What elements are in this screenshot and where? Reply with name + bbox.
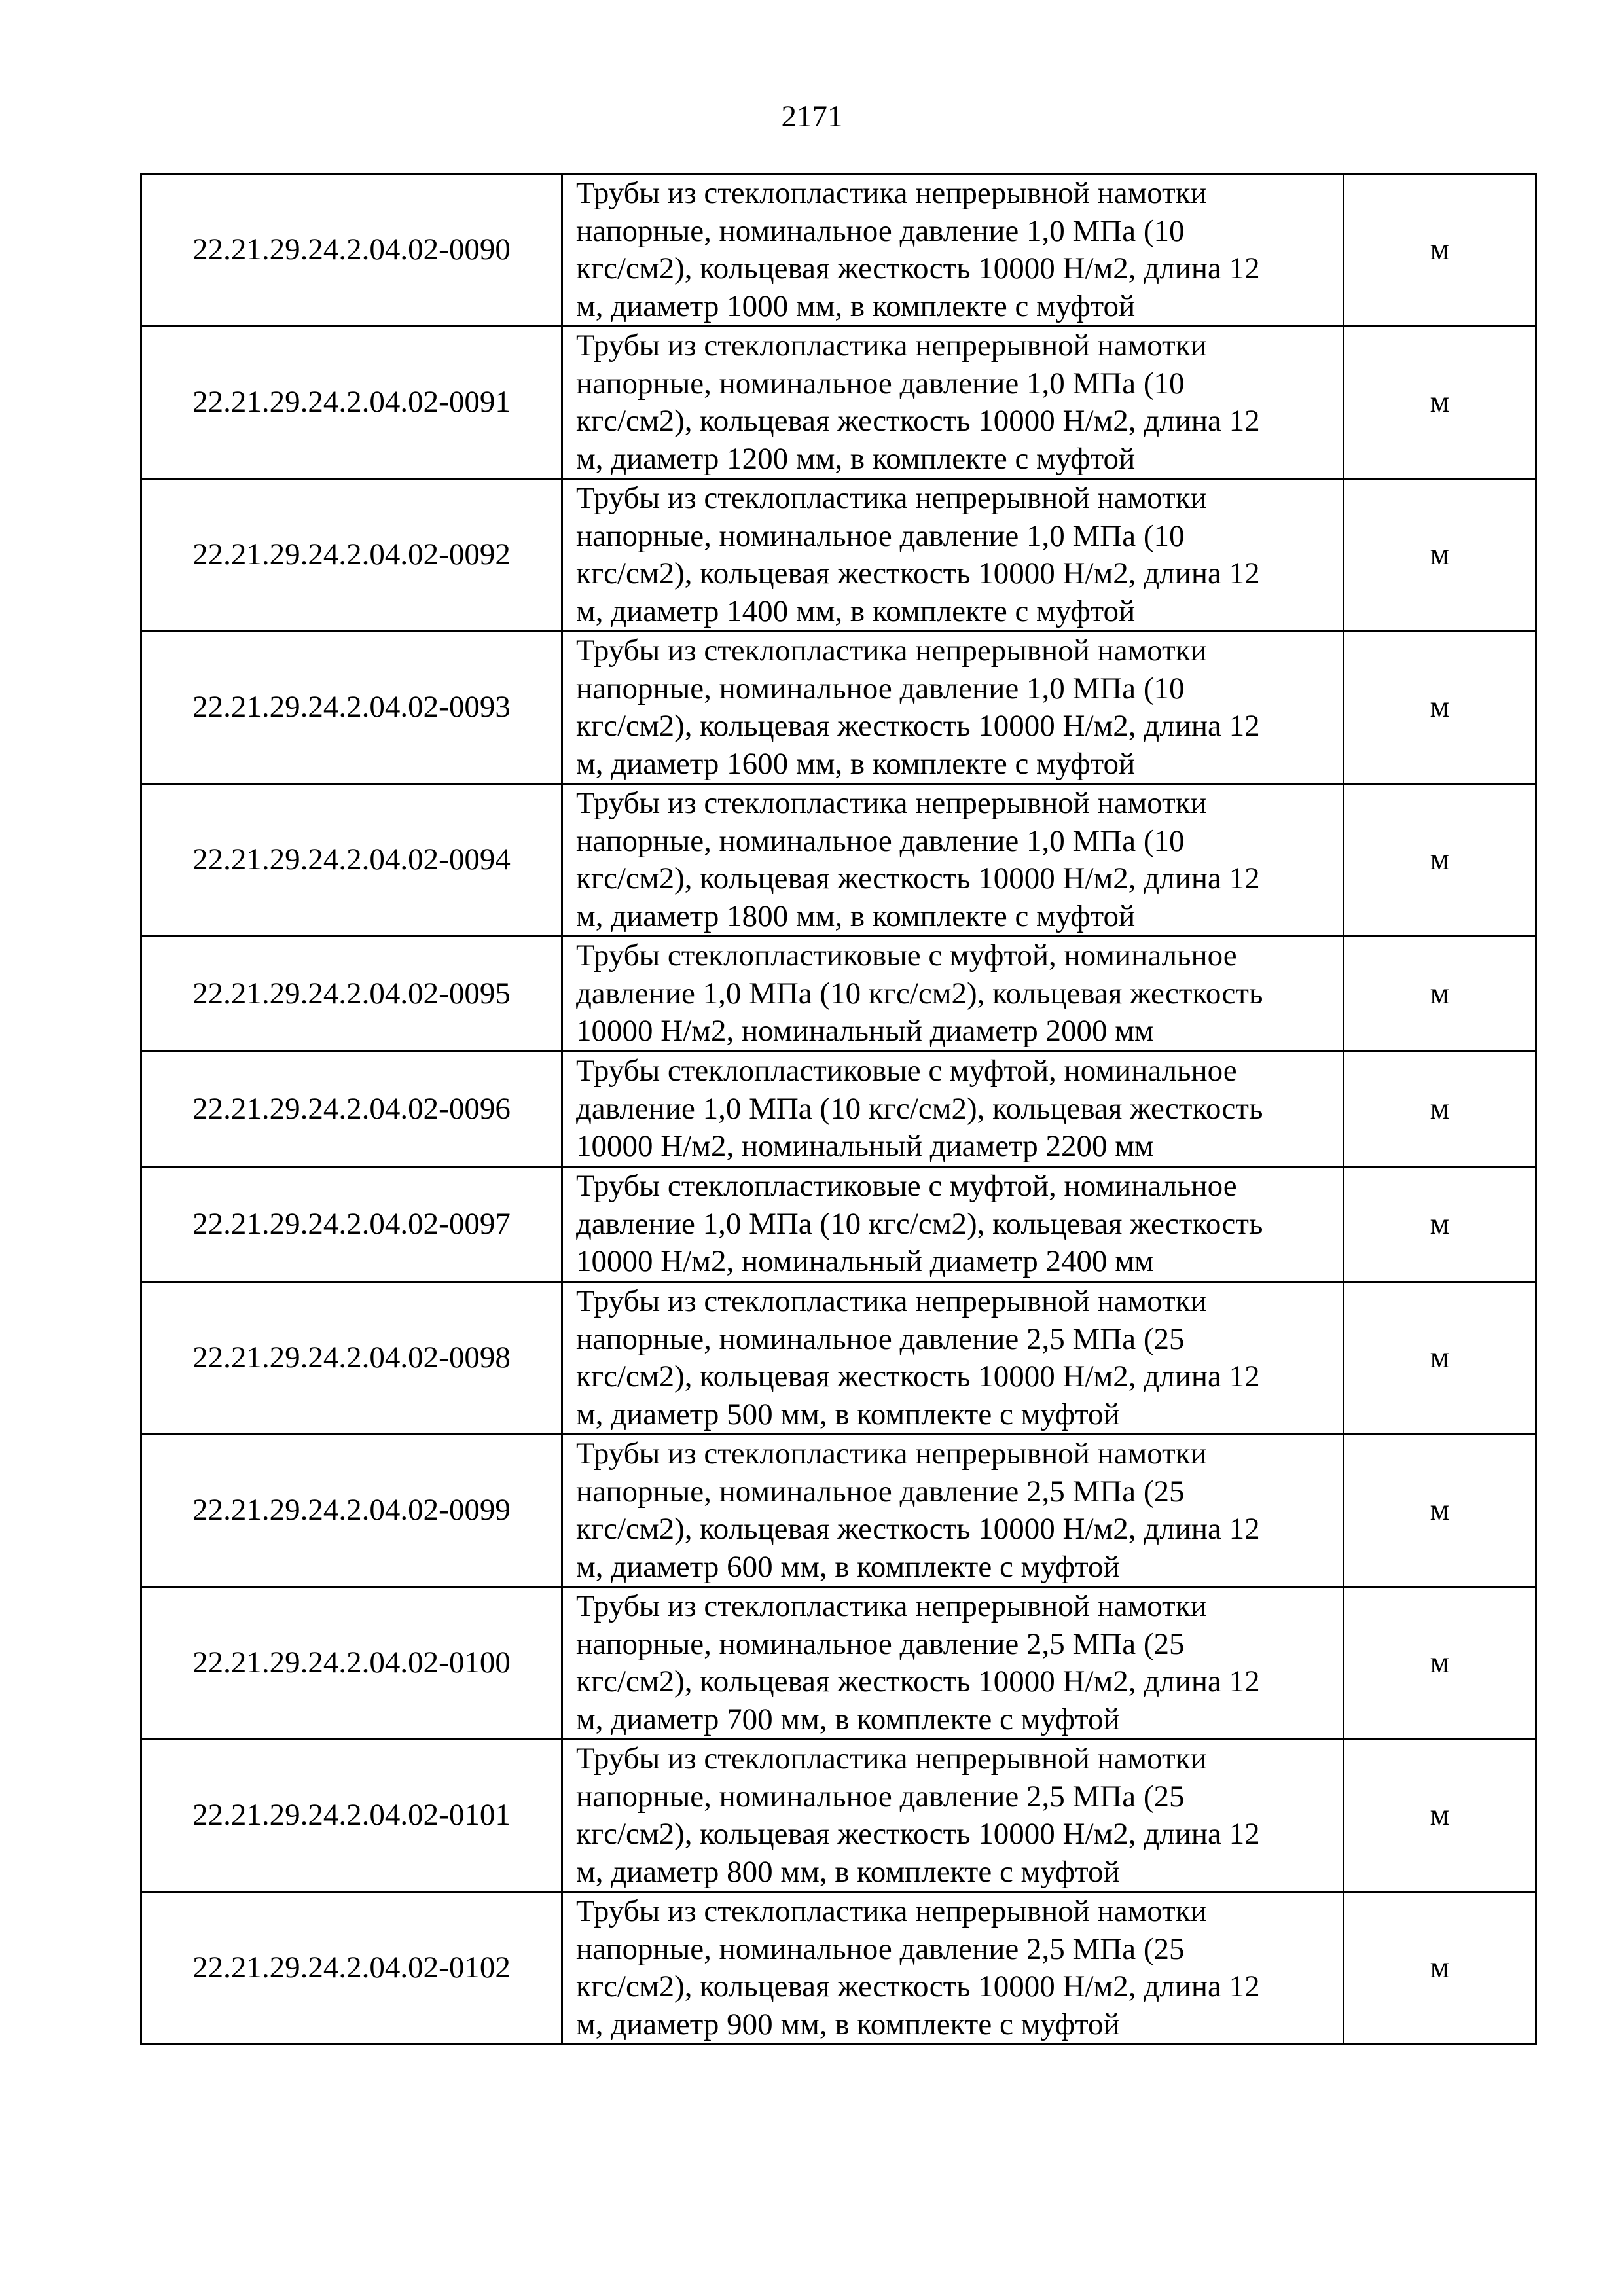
resource-code-cell: 22.21.29.24.2.04.02-0100 bbox=[141, 1587, 562, 1740]
table-row bbox=[141, 479, 1536, 632]
description-cell: Трубы из стеклопластика непрерывной намотки напорные, номинальное давление 2,5 МПа (25 кгс/см2), кольцевая жесткость 10000 Н/м2, длина 12 м, диаметр 600 мм, в комплекте с муфтой bbox=[562, 1435, 1344, 1587]
description-cell: Трубы из стеклопластика непрерывной намотки напорные, номинальное давление 1,0 МПа (10 кгс/см2), кольцевая жесткость 10000 Н/м2, длина 12 м, диаметр 1200 мм, в комплекте с муфтой bbox=[562, 327, 1344, 479]
table-row bbox=[141, 1740, 1536, 1892]
table-row bbox=[141, 1052, 1536, 1167]
resource-code-cell: 22.21.29.24.2.04.02-0099 bbox=[141, 1435, 562, 1587]
description-cell: Трубы из стеклопластика непрерывной намотки напорные, номинальное давление 1,0 МПа (10 кгс/см2), кольцевая жесткость 10000 Н/м2, длина 12 м, диаметр 1800 мм, в комплекте с муфтой bbox=[562, 784, 1344, 937]
description-cell: Трубы из стеклопластика непрерывной намотки напорные, номинальное давление 1,0 МПа (10 кгс/см2), кольцевая жесткость 10000 Н/м2, длина 12 м, диаметр 1600 мм, в комплекте с муфтой bbox=[562, 632, 1344, 784]
resource-code-cell: 22.21.29.24.2.04.02-0090 bbox=[141, 174, 562, 327]
catalog-table bbox=[140, 173, 1537, 2045]
description-cell: Трубы из стеклопластика непрерывной намотки напорные, номинальное давление 2,5 МПа (25 кгс/см2), кольцевая жесткость 10000 Н/м2, длина 12 м, диаметр 900 мм, в комплекте с муфтой bbox=[562, 1892, 1344, 2045]
unit-cell: м bbox=[1344, 479, 1536, 632]
unit-cell: м bbox=[1344, 1435, 1536, 1587]
table-row bbox=[141, 1282, 1536, 1435]
unit-cell: м bbox=[1344, 174, 1536, 327]
description-cell: Трубы из стеклопластика непрерывной намотки напорные, номинальное давление 1,0 МПа (10 кгс/см2), кольцевая жесткость 10000 Н/м2, длина 12 м, диаметр 1000 мм, в комплекте с муфтой bbox=[562, 174, 1344, 327]
unit-cell: м bbox=[1344, 1740, 1536, 1892]
unit-cell: м bbox=[1344, 1892, 1536, 2045]
unit-cell: м bbox=[1344, 327, 1536, 479]
description-cell: Трубы из стеклопластика непрерывной намотки напорные, номинальное давление 2,5 МПа (25 кгс/см2), кольцевая жесткость 10000 Н/м2, длина 12 м, диаметр 800 мм, в комплекте с муфтой bbox=[562, 1740, 1344, 1892]
resource-code-cell: 22.21.29.24.2.04.02-0096 bbox=[141, 1052, 562, 1167]
unit-cell: м bbox=[1344, 1282, 1536, 1435]
table-row bbox=[141, 1167, 1536, 1282]
resource-code-cell: 22.21.29.24.2.04.02-0098 bbox=[141, 1282, 562, 1435]
resource-code-cell: 22.21.29.24.2.04.02-0093 bbox=[141, 632, 562, 784]
page-number: 2171 bbox=[781, 99, 843, 134]
table-row bbox=[141, 937, 1536, 1052]
description-cell: Трубы стеклопластиковые с муфтой, номинальное давление 1,0 МПа (10 кгс/см2), кольцевая жесткость 10000 Н/м2, номинальный диаметр 2400 мм bbox=[562, 1167, 1344, 1282]
unit-cell: м bbox=[1344, 784, 1536, 937]
description-cell: Трубы стеклопластиковые с муфтой, номинальное давление 1,0 МПа (10 кгс/см2), кольцевая жесткость 10000 Н/м2, номинальный диаметр 2200 мм bbox=[562, 1052, 1344, 1167]
unit-cell: м bbox=[1344, 1052, 1536, 1167]
unit-cell: м bbox=[1344, 1167, 1536, 1282]
unit-cell: м bbox=[1344, 937, 1536, 1052]
table-row bbox=[141, 632, 1536, 784]
resource-code-cell: 22.21.29.24.2.04.02-0095 bbox=[141, 937, 562, 1052]
table-row bbox=[141, 174, 1536, 327]
table-row bbox=[141, 784, 1536, 937]
resource-code-cell: 22.21.29.24.2.04.02-0097 bbox=[141, 1167, 562, 1282]
unit-cell: м bbox=[1344, 632, 1536, 784]
resource-code-cell: 22.21.29.24.2.04.02-0101 bbox=[141, 1740, 562, 1892]
resource-code-cell: 22.21.29.24.2.04.02-0091 bbox=[141, 327, 562, 479]
table-row bbox=[141, 327, 1536, 479]
table-row bbox=[141, 1587, 1536, 1740]
unit-cell: м bbox=[1344, 1587, 1536, 1740]
description-cell: Трубы из стеклопластика непрерывной намотки напорные, номинальное давление 1,0 МПа (10 кгс/см2), кольцевая жесткость 10000 Н/м2, длина 12 м, диаметр 1400 мм, в комплекте с муфтой bbox=[562, 479, 1344, 632]
resource-code-cell: 22.21.29.24.2.04.02-0094 bbox=[141, 784, 562, 937]
description-cell: Трубы из стеклопластика непрерывной намотки напорные, номинальное давление 2,5 МПа (25 кгс/см2), кольцевая жесткость 10000 Н/м2, длина 12 м, диаметр 700 мм, в комплекте с муфтой bbox=[562, 1587, 1344, 1740]
table-row bbox=[141, 1892, 1536, 2045]
resource-code-cell: 22.21.29.24.2.04.02-0102 bbox=[141, 1892, 562, 2045]
resource-code-cell: 22.21.29.24.2.04.02-0092 bbox=[141, 479, 562, 632]
description-cell: Трубы из стеклопластика непрерывной намотки напорные, номинальное давление 2,5 МПа (25 кгс/см2), кольцевая жесткость 10000 Н/м2, длина 12 м, диаметр 500 мм, в комплекте с муфтой bbox=[562, 1282, 1344, 1435]
description-cell: Трубы стеклопластиковые с муфтой, номинальное давление 1,0 МПа (10 кгс/см2), кольцевая жесткость 10000 Н/м2, номинальный диаметр 2000 мм bbox=[562, 937, 1344, 1052]
table-row bbox=[141, 1435, 1536, 1587]
